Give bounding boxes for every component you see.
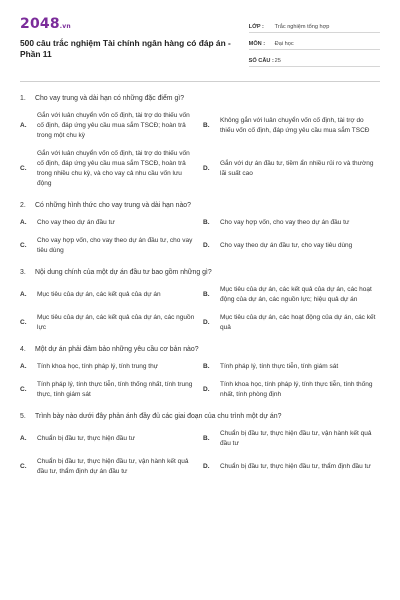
meta-value: 25 bbox=[274, 58, 281, 64]
answer-option-d[interactable] bbox=[203, 149, 378, 189]
logo-main: 2048 bbox=[20, 16, 60, 32]
answer-letter: C. bbox=[20, 319, 27, 326]
answer-option-a[interactable] bbox=[20, 429, 195, 449]
answer-option-c[interactable] bbox=[20, 380, 195, 400]
question-prompt: Có những hình thức cho vay trung và dài hạn nào? bbox=[35, 202, 191, 209]
meta-label: MÔN : bbox=[248, 41, 266, 47]
question-prompt: Trình bày nào dưới đây phản ánh đầy đủ các giai đoạn của chu trình một dự án? bbox=[35, 413, 282, 420]
answer-letter: B. bbox=[203, 363, 210, 370]
answer-letter: D. bbox=[203, 242, 210, 249]
answer-text: Mục tiêu của dự án, các kết quả của dự án, các hoạt động của dự án, các nguồn lực; hiệu quả dự án bbox=[220, 286, 372, 303]
answer-option-a[interactable] bbox=[20, 362, 195, 372]
answer-text: Không gắn với luân chuyển vốn cố định, tài trợ do thiếu vốn cố định, đáp ứng yêu cầu mua sắm TSCĐ bbox=[220, 117, 370, 134]
question-number: 1. bbox=[20, 95, 26, 102]
meta-value: Trắc nghiệm tổng hợp bbox=[274, 24, 330, 30]
answer-text: Tính khoa học, tính pháp lý, tính trung thự bbox=[37, 363, 159, 370]
answer-text: Chuẩn bị đầu tư, thực hiện đầu tư, thẩm định đầu tư bbox=[220, 463, 371, 470]
answer-letter: C. bbox=[20, 386, 27, 393]
answer-option-b[interactable] bbox=[203, 362, 378, 372]
question-prompt: Một dự án phải đảm bảo những yêu cầu cơ bản nào? bbox=[35, 346, 199, 353]
question-text bbox=[20, 268, 380, 277]
answer-text: Gắn với luân chuyển vốn cố định, tài trợ do thiếu vốn cố định, đáp ứng yêu cầu mua sắm TSCĐ, hoàn trả trong nhiều chu kỳ, và cho vay cả nhu cầu vốn lưu động bbox=[37, 150, 190, 187]
answer-grid bbox=[20, 362, 380, 400]
answer-text: Chuẩn bị đầu tư, thực hiện đầu tư, vận hành kết quả đầu tư, thẩm định dự án đầu tư bbox=[37, 458, 189, 475]
question-text bbox=[20, 94, 380, 103]
answer-letter: C. bbox=[20, 165, 27, 172]
question-3 bbox=[20, 268, 380, 333]
answer-text: Mục tiêu của dự án, các kết quả của dự án, các nguồn lực bbox=[37, 314, 195, 331]
answer-letter: B. bbox=[203, 291, 210, 298]
answer-text: Chuẩn bị đầu tư, thực hiện đầu tư, vận hành kết quả đầu tư bbox=[220, 430, 372, 447]
answer-letter: A. bbox=[20, 219, 27, 226]
answer-text: Gắn với dự án đầu tư, tiềm ẩn nhiều rủi ro và thường lãi suất cao bbox=[220, 160, 374, 177]
answer-letter: C. bbox=[20, 242, 27, 249]
question-prompt: Nội dung chính của một dự án đầu tư bao gồm những gì? bbox=[35, 269, 212, 276]
answer-text: Tính pháp lý, tính thực tiễn, tính giám sát bbox=[220, 363, 339, 370]
answer-text: Tính pháp lý, tính thực tiễn, tính thống nhất, tính trung thực, tính giám sát bbox=[37, 381, 193, 398]
question-5 bbox=[20, 412, 380, 477]
answer-text: Mục tiêu của dự án, các hoạt động của dự án, các kết quả bbox=[220, 314, 376, 331]
answer-option-a[interactable] bbox=[20, 285, 195, 305]
answer-letter: A. bbox=[20, 291, 27, 298]
answer-option-c[interactable] bbox=[20, 313, 195, 333]
answer-option-c[interactable] bbox=[20, 457, 195, 477]
question-text bbox=[20, 201, 380, 210]
answer-letter: B. bbox=[203, 219, 210, 226]
question-text bbox=[20, 412, 380, 421]
answer-letter: A. bbox=[20, 435, 27, 442]
question-number: 3. bbox=[20, 269, 26, 276]
answer-text: Gắn với luân chuyển vốn cố định, tài trợ do thiếu vốn cố định, đáp ứng yêu cầu mua sắm TSCĐ; hoàn trả trong một chu kỳ bbox=[37, 112, 190, 139]
question-number: 2. bbox=[20, 202, 26, 209]
meta-class-row bbox=[249, 16, 380, 33]
meta-subject-row bbox=[249, 33, 380, 50]
question-1 bbox=[20, 94, 380, 189]
header-meta bbox=[249, 16, 380, 67]
header-divider bbox=[20, 81, 380, 82]
answer-option-c[interactable] bbox=[20, 236, 195, 256]
question-prompt: Cho vay trung và dài hạn có những đặc điểm gì? bbox=[35, 95, 185, 102]
header-left bbox=[20, 16, 249, 67]
answer-letter: A. bbox=[20, 363, 27, 370]
answer-letter: B. bbox=[203, 435, 210, 442]
page-header bbox=[20, 0, 380, 67]
document-title: 500 câu trắc nghiệm Tài chính ngân hàng có đáp án - Phần 11 bbox=[20, 38, 231, 59]
answer-text: Cho vay hợp vốn, cho vay theo dự án đầu tư bbox=[220, 219, 350, 226]
logo-suffix: .vn bbox=[59, 23, 71, 30]
meta-value: Đại học bbox=[274, 41, 294, 47]
answer-text: Tính khoa học, tính pháp lý, tính thực tiễn, tính thống nhất, tính phòng định bbox=[220, 381, 373, 398]
answer-letter: C. bbox=[20, 463, 27, 470]
answer-letter: D. bbox=[203, 165, 210, 172]
answer-grid bbox=[20, 285, 380, 333]
answer-letter: D. bbox=[203, 386, 210, 393]
answer-letter: D. bbox=[203, 463, 210, 470]
answer-grid bbox=[20, 429, 380, 477]
answer-letter: D. bbox=[203, 319, 210, 326]
answer-letter: B. bbox=[203, 122, 210, 129]
answer-option-c[interactable] bbox=[20, 149, 195, 189]
question-number: 5. bbox=[20, 413, 26, 420]
question-2 bbox=[20, 201, 380, 256]
answer-letter: A. bbox=[20, 122, 27, 129]
answer-option-a[interactable] bbox=[20, 218, 195, 228]
question-4 bbox=[20, 345, 380, 400]
answer-option-d[interactable] bbox=[203, 236, 378, 256]
meta-label: LỚP : bbox=[248, 24, 264, 30]
answer-option-d[interactable] bbox=[203, 457, 378, 477]
answer-text: Mục tiêu của dự án, các kết quả của dự án bbox=[37, 291, 161, 298]
answer-option-b[interactable] bbox=[203, 285, 378, 305]
answer-text: Cho vay theo dự án đầu tư, cho vay tiêu dùng bbox=[220, 242, 353, 249]
answer-grid bbox=[20, 218, 380, 256]
answer-option-b[interactable] bbox=[203, 429, 378, 449]
answer-option-b[interactable] bbox=[203, 111, 378, 141]
answer-option-d[interactable] bbox=[203, 313, 378, 333]
question-text bbox=[20, 345, 380, 354]
answer-grid bbox=[20, 111, 380, 189]
meta-count-row bbox=[249, 50, 380, 67]
answer-text: Chuẩn bị đầu tư, thực hiện đầu tư bbox=[37, 435, 135, 442]
meta-label: SỐ CÂU : bbox=[248, 58, 274, 64]
answer-text: Cho vay theo dự án đầu tư bbox=[37, 219, 115, 226]
question-number: 4. bbox=[20, 346, 26, 353]
answer-text: Cho vay hợp vốn, cho vay theo dự án đầu tư, cho vay tiêu dùng bbox=[37, 237, 193, 254]
site-logo[interactable] bbox=[20, 16, 249, 32]
answer-option-d[interactable] bbox=[203, 380, 378, 400]
answer-option-a[interactable] bbox=[20, 111, 195, 141]
answer-option-b[interactable] bbox=[203, 218, 378, 228]
